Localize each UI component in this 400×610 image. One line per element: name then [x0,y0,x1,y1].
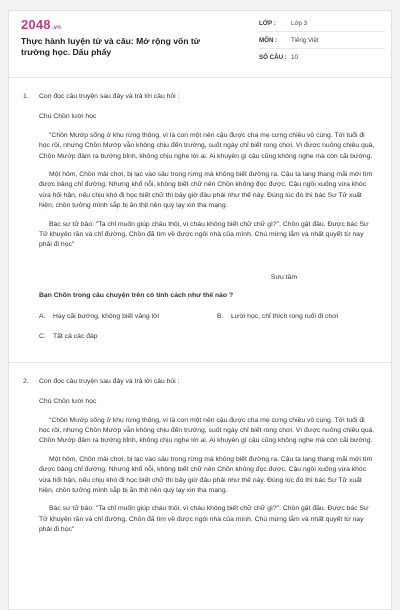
story-source: Sưu tầm [270,273,297,281]
story-paragraph: Bác sư tử bảo: "Ta chỉ muốn giúp cháu thôi, vì cháu không biết chữ chữ gì?". Chồn gật đầu. Được bác Sư Tử khuyên răn và chỉ đường, Chồn đã tìm về được ngôi nhà của mình. Chú mừng lắm và nhất quyết từ nay phải đi học" [39,505,369,534]
option-text: Lười học, chỉ thích rong ruổi đi chơi [231,312,339,320]
story-paragraph: "Chồn Mướp sống ở khu rừng thông, vì là con một nên cậu được cha mẹ cưng chiều vô cùng. Tới tuổi đi học rồi, nhưng Chồn Mướp vẫn không chịu đến trường, suốt ngày chỉ biết rong chơi. Vì được nuông chiều quá, Chồn Mướp đâm ra bướng bỉnh, không chịu nghe lời ai. Ai khuyên gì cậu cũng không nghe mà còn cãi bướng. [39,416,375,445]
story-title: Chú Chồn lười học [39,398,97,406]
worksheet-meta [259,15,385,66]
story-paragraph: Một hôm, Chồn mải chơi, bị lạc vào sâu trong rừng mà không biết đường ra. Cậu ta lang thang mãi mới tìm được bảng chỉ đường. Nhưng khổ nỗi, không biết chữ nên Chồn không đọc được. Cậu ngồi xuống vừa khóc vừa hối hận, nếu chịu khó đi học biết chữ thì bây giờ đâu phải như thế này. Đúng lúc đó thì bác Sư Tử xuất hiện, chồn tưởng mình sắp bị ăn thịt nên quỳ lạy xin tha mạng. [39,455,373,494]
story-paragraph: Một hôm, Chồn mải chơi, bị lạc vào sâu trong rừng mà không biết đường ra. Cậu ta lang thang mãi mới tìm được bảng chỉ đường. Nhưng khổ nỗi, không biết chữ nên Chồn không đọc được. Cậu ngồi xuống vừa khóc vừa hối hận, nếu chịu khó đi học biết chữ thì bây giờ đâu phải như thế này. Đúng lúc đó thì bác Sư Tử xuất hiện, chồn tưởng mình sắp bị ăn thịt nên quỳ lạy xin tha mạng. [39,171,373,210]
meta-key: LỚP : [259,19,276,27]
story-title: Chú Chồn lười học [39,113,97,121]
meta-key: MÔN : [259,36,278,44]
question-number: 1. [23,93,29,100]
meta-key: SỐ CÂU : [259,54,287,61]
header-divider [9,77,391,78]
story-paragraph: Bác sư tử bảo: "Ta chỉ muốn giúp cháu thôi, vì cháu không biết chữ chữ gì?". Chồn gật đầu. Được bác Sư Tử khuyên răn và chỉ đường, Chồn đã tìm về được ngôi nhà của mình. Chú mừng lắm và nhất quyết từ nay phải đi học" [39,220,369,249]
question-1 [23,92,377,352]
worksheet-header [9,11,391,77]
worksheet-page [8,10,392,610]
option-label: B. [217,312,224,320]
option-text: Hay cãi bướng, không biết vâng lời [53,312,160,320]
answer-option-b[interactable] [217,312,338,322]
meta-value: 10 [291,54,298,61]
worksheet-title: Thực hành luyện từ và câu: Mở rộng vốn từ trường học. Dấu phẩy [21,36,201,57]
question-prompt: Con đọc câu truyện sau đây và trả lời câu hỏi : [39,377,180,385]
logo-text: 2048 [21,17,51,32]
question-prompt: Con đọc câu truyện sau đây và trả lời câu hỏi : [39,93,180,100]
logo-suffix: .vn [51,25,62,31]
question-divider [9,362,391,363]
meta-row-count [259,49,385,66]
question-2 [23,377,377,536]
question-number: 2. [23,377,29,385]
option-label: A. [39,312,46,320]
meta-row-subject [259,32,385,49]
answer-option-a[interactable] [39,312,159,322]
option-label: C. [39,332,46,340]
answer-options [39,312,377,352]
option-text: Tất cả các đáp [53,332,98,340]
worksheet-content [9,92,391,536]
meta-row-grade [259,15,385,32]
story-paragraph: "Chồn Mướp sống ở khu rừng thông, vì là con một nên cậu được cha mẹ cưng chiều vô cùng. Tới tuổi đi học rồi, nhưng Chồn Mướp vẫn không chịu đến trường, suốt ngày chỉ biết rong chơi. Vì được nuông chiều quá, Chồn Mướp đâm ra bướng bỉnh, không chịu nghe lời ai. Ai khuyên gì cậu cũng không nghe mà còn cãi bướng. [39,131,375,160]
sub-question: Bạn Chồn trong câu chuyện trên có tính cách như thế nào ? [39,292,234,300]
answer-option-c[interactable] [39,332,98,342]
meta-value: Lớp 3 [291,19,308,27]
meta-value: Tiếng Việt [291,36,319,44]
